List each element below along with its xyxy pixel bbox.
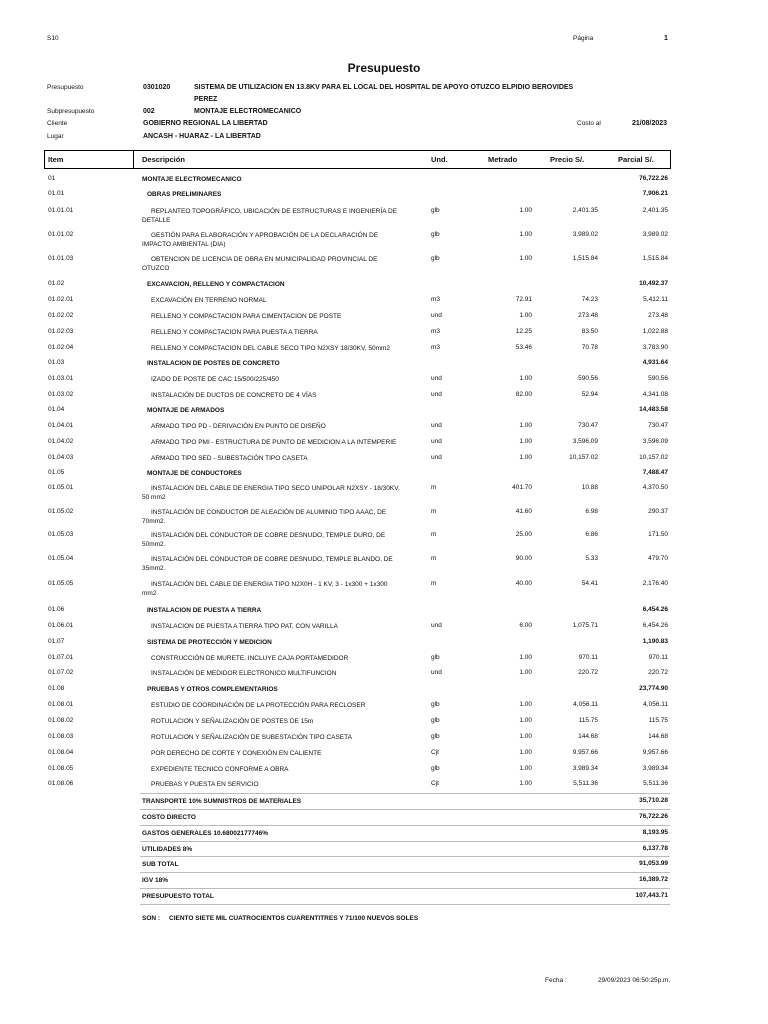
row-item-code: 01.04.02 [48, 438, 74, 445]
row-unit: m3 [431, 328, 441, 335]
son-text: CIENTO SIETE MIL CUATROCIENTOS CUARENTITRES Y 71/100 NUEVOS SOLES [169, 915, 419, 922]
row-parcial: 273.48 [648, 312, 668, 319]
son-label: SON : [142, 915, 161, 922]
row-metrado: 1.00 [519, 231, 532, 238]
row-item-code: 01.02.04 [48, 344, 74, 351]
row-parcial: 76,722.26 [639, 175, 668, 182]
table-row [0, 255, 768, 272]
row-precio: 9,957.66 [572, 749, 598, 756]
table-row [0, 733, 768, 745]
row-item-code: 01.05.03 [48, 531, 74, 538]
row-item-code: 01.07.02 [48, 669, 74, 676]
row-item-code: 01.04 [48, 406, 65, 413]
row-description: EXPEDIENTE TECNICO CONFORME A OBRA [151, 766, 289, 773]
row-item-code: 01.08.02 [48, 717, 74, 724]
row-precio: 70.78 [581, 344, 598, 351]
row-unit: glb [431, 701, 440, 708]
row-description: ROTULACION Y SEÑALIZACIÓN DE SUBESTACIÓN TIPO CASETA [151, 734, 352, 741]
row-description: INSTALACION DEL CABLE DE ENERGIA TIPO SECO UNIPOLAR N2XSY - 18/30KV, [151, 485, 400, 492]
row-parcial: 171.50 [648, 531, 668, 538]
row-parcial: 23,774.90 [639, 685, 668, 692]
row-description: REPLANTEO TOPOGRÁFICO, UBICACIÓN DE ESTRUCTURAS E INGENIERÍA DE [151, 208, 398, 215]
col-descripcion: Descripción [142, 155, 185, 164]
row-precio: 3,989.02 [572, 231, 598, 238]
row-parcial: 4,056.11 [643, 701, 668, 708]
row-description: ARMADO TIPO PMI - ESTRUCTURA DE PUNTO DE MEDICION A LA INTEMPERIE [151, 439, 397, 446]
row-description: EXCAVACION, RELLENO Y COMPACTACION [147, 281, 285, 288]
totals-value: 76,722.26 [639, 813, 668, 820]
row-item-code: 01.05 [48, 469, 65, 476]
table-row [0, 606, 768, 618]
row-item-code: 01.02.03 [48, 328, 74, 335]
fecha-value: 29/09/2023 06:50:25p.m. [598, 977, 671, 984]
row-unit: Cjt [431, 749, 439, 756]
row-description: INSTALACIÓN DE CONDUCTOR DE ALEACIÓN DE ALUMINIO TIPO AAAC, DE [151, 509, 387, 516]
row-description: GESTIÓN PARA ELABORACIÓN Y APROBACIÓN DE LA DECLARACIÓN DE [151, 232, 379, 239]
row-description: EXCAVACIÓN EN TERRENO NORMAL [151, 297, 267, 304]
row-description: ARMADO TIPO PD - DERIVACIÓN EN PUNTO DE DISEÑO [151, 423, 326, 430]
totals-divider [140, 888, 670, 889]
totals-value: 16,389.72 [639, 876, 668, 883]
table-row [0, 454, 768, 466]
row-description-cont: 35mm2. [142, 565, 166, 572]
row-description-cont: 70mm2. [142, 518, 166, 525]
row-parcial: 970.11 [648, 654, 668, 661]
cliente-value: GOBIERNO REGIONAL LA LIBERTAD [143, 120, 268, 127]
row-description: INSTALACIÓN DEL CONDUCTOR DE COBRE DESNUDO, TEMPLE DURO, DE [151, 532, 386, 539]
row-parcial: 3,989.02 [642, 231, 668, 238]
row-metrado: 1.00 [519, 438, 532, 445]
row-item-code: 01 [48, 175, 56, 182]
row-description: IZADO DE POSTE DE CAC 15/500/225/450 [151, 376, 279, 383]
row-description-cont: DETALLE [142, 217, 171, 224]
row-parcial: 9,957.66 [642, 749, 668, 756]
table-row [0, 359, 768, 371]
row-description: RELLENO Y COMPACTACION PARA PUESTA A TIERRA [151, 329, 318, 336]
row-item-code: 01.01.03 [48, 255, 74, 262]
row-description: POR DERECHO DE CORTE Y CONEXIÓN EN CALIENTE [151, 750, 322, 757]
row-metrado: 12.25 [515, 328, 532, 335]
row-item-code: 01.01.02 [48, 231, 74, 238]
table-row [0, 207, 768, 224]
subpresupuesto-code: 002 [143, 108, 155, 115]
row-unit: Cjt [431, 780, 439, 787]
row-item-code: 01.08.03 [48, 733, 74, 740]
row-precio: 1,515.84 [572, 255, 598, 262]
row-description: ESTUDIO DE COORDINACIÓN DE LA PROTECCIÓN PARA RECLOSER [151, 702, 366, 709]
row-description: INSTALACION DE PUESTA A TIERRA [147, 607, 262, 614]
totals-row [0, 829, 768, 841]
totals-divider [140, 841, 670, 842]
table-row [0, 175, 768, 187]
row-item-code: 01.04.01 [48, 422, 74, 429]
row-parcial: 7,488.47 [642, 469, 668, 476]
totals-divider [140, 872, 670, 873]
row-parcial: 10,157.02 [639, 454, 668, 461]
row-description: INSTALACIÓN DEL CABLE DE ENERGIA TIPO N2X0H - 1 KV, 3 - 1x300 + 1x300 [151, 581, 388, 588]
row-item-code: 01.02 [48, 280, 65, 287]
row-parcial: 4,931.64 [642, 359, 668, 366]
row-metrado: 25.00 [515, 531, 532, 538]
row-unit: m [431, 531, 437, 538]
table-row [0, 312, 768, 324]
row-metrado: 1.00 [519, 375, 532, 382]
row-unit: und [431, 391, 442, 398]
row-unit: m [431, 580, 437, 587]
col-item: Item [48, 155, 64, 164]
row-parcial: 6,454.26 [642, 622, 668, 629]
row-unit: glb [431, 231, 440, 238]
table-row [0, 280, 768, 292]
totals-row [0, 845, 768, 857]
row-parcial: 5,412.11 [643, 296, 668, 303]
row-item-code: 01.02.01 [48, 296, 74, 303]
row-description: INSTALACION DE POSTES DE CONCRETO [147, 360, 280, 367]
fecha-label: Fecha : [545, 977, 567, 984]
row-item-code: 01.05.04 [48, 555, 74, 562]
row-precio: 5.33 [585, 555, 598, 562]
row-parcial: 1,022.88 [642, 328, 668, 335]
row-unit: glb [431, 207, 440, 214]
costo-date: 21/08/2023 [632, 120, 668, 127]
row-description: MONTAJE DE ARMADOS [147, 407, 225, 414]
row-description: MONTAJE DE CONDUCTORES [147, 470, 242, 477]
row-parcial: 1,190.83 [642, 638, 668, 645]
subpresupuesto-label: Subpresupuesto [47, 108, 95, 115]
row-description: INSTALACIÓN DE DUCTOS DE CONCRETO DE 4 VÍAS [151, 392, 317, 399]
presupuesto-name: SISTEMA DE UTILIZACION EN 13.8KV PARA EL LOCAL DEL HOSPITAL DE APOYO OTUZCO ELPIDIO BEROVIDES [194, 84, 574, 91]
row-precio: 144.68 [578, 733, 598, 740]
col-metrado: Metrado [488, 155, 518, 164]
totals-divider [140, 825, 670, 826]
row-item-code: 01.01 [48, 190, 65, 197]
row-item-code: 01.08.04 [48, 749, 74, 756]
row-unit: und [431, 438, 442, 445]
table-row [0, 190, 768, 202]
row-unit: glb [431, 255, 440, 262]
row-precio: 83.50 [581, 328, 598, 335]
presupuesto-label: Presupuesto [47, 84, 84, 91]
row-precio: 273.48 [578, 312, 598, 319]
row-parcial: 3,989.34 [642, 765, 668, 772]
row-item-code: 01.08.05 [48, 765, 74, 772]
row-description: INSTALACIÓN DEL CONDUCTOR DE COBRE DESNUDO, TEMPLE BLANDO, DE [151, 556, 393, 563]
costo-label: Costo al [577, 120, 601, 127]
row-precio: 4,056.11 [573, 701, 598, 708]
row-parcial: 730.47 [648, 422, 668, 429]
row-metrado: 82.00 [515, 391, 532, 398]
row-description: RELLENO Y COMPACTACION PARA CIMENTACION DE POSTE [151, 313, 342, 320]
row-parcial: 115.75 [648, 717, 668, 724]
row-metrado: 41.60 [515, 508, 532, 515]
row-description-cont: OTUZCO [142, 265, 170, 272]
row-description: OBRAS PRELIMINARES [147, 191, 222, 198]
row-description-cont: 50mm2. [142, 541, 166, 548]
totals-divider [140, 793, 670, 794]
row-parcial: 4,370.50 [642, 484, 668, 491]
row-parcial: 2,401.35 [642, 207, 668, 214]
row-precio: 6.98 [585, 508, 598, 515]
row-unit: glb [431, 765, 440, 772]
row-item-code: 01.05.02 [48, 508, 74, 515]
row-unit: und [431, 669, 442, 676]
row-parcial: 290.37 [648, 508, 668, 515]
row-metrado: 1.00 [519, 207, 532, 214]
col-und: Und. [431, 155, 448, 164]
row-description: CONSTRUCCIÓN DE MURETE, INCLUYE CAJA PORTAMEDIDOR [151, 655, 349, 662]
row-description: MONTAJE ELECTROMECANICO [142, 176, 242, 183]
row-description: OBTENCION DE LICENCIA DE OBRA EN MUNICIPALIDAD PROVINCIAL DE [151, 256, 378, 263]
row-description: PRUEBAS Y PUESTA EN SERVICIO [151, 781, 259, 788]
totals-label: COSTO DIRECTO [142, 814, 196, 821]
totals-row [0, 876, 768, 888]
row-unit: m [431, 508, 437, 515]
document-title: Presupuesto [347, 61, 421, 75]
row-item-code: 01.06 [48, 606, 65, 613]
row-item-code: 01.07 [48, 638, 65, 645]
row-metrado: 1.00 [519, 654, 532, 661]
lugar-value: ANCASH - HUARAZ - LA LIBERTAD [143, 133, 261, 140]
totals-row [0, 892, 768, 904]
row-metrado: 1.00 [519, 669, 532, 676]
row-precio: 10,157.02 [569, 454, 598, 461]
row-description: PRUEBAS Y OTROS COMPLEMENTARIOS [147, 686, 278, 693]
row-parcial: 14,483.58 [639, 406, 668, 413]
table-row [0, 422, 768, 434]
table-row [0, 531, 768, 548]
row-unit: m3 [431, 344, 441, 351]
row-precio: 6.86 [585, 531, 598, 538]
row-precio: 220.72 [578, 669, 598, 676]
row-item-code: 01.05.01 [48, 484, 74, 491]
row-precio: 74.23 [581, 296, 598, 303]
row-item-code: 01.04.03 [48, 454, 74, 461]
row-metrado: 40.00 [515, 580, 532, 587]
table-row [0, 638, 768, 650]
row-item-code: 01.08 [48, 685, 65, 692]
table-row [0, 749, 768, 761]
totals-divider [140, 809, 670, 810]
totals-value: 91,053.99 [639, 860, 668, 867]
row-item-code: 01.03.02 [48, 391, 74, 398]
row-parcial: 3,596.09 [642, 438, 668, 445]
totals-value: 107,443.71 [635, 892, 668, 899]
row-metrado: 1.00 [519, 765, 532, 772]
row-parcial: 3,783.90 [642, 344, 668, 351]
row-metrado: 1.00 [519, 749, 532, 756]
row-description: INSTALACIÓN DE MEDIDOR ELECTRONICO MULTIFUNCION [151, 670, 337, 677]
row-precio: 590.56 [578, 375, 598, 382]
row-description: INSTALACION DE PUESTA A TIERRA TIPO PAT, CON VARILLA [151, 623, 338, 630]
table-row [0, 580, 768, 597]
page-number: 1 [664, 35, 668, 42]
table-row [0, 231, 768, 248]
row-item-code: 01.05.05 [48, 580, 74, 587]
row-item-code: 01.08.01 [48, 701, 74, 708]
totals-label: UTILIDADES 8% [142, 846, 193, 853]
row-item-code: 01.03.01 [48, 375, 74, 382]
row-unit: und [431, 312, 442, 319]
row-item-code: 01.07.01 [48, 654, 74, 661]
row-unit: glb [431, 733, 440, 740]
row-metrado: 1.00 [519, 312, 532, 319]
row-unit: und [431, 454, 442, 461]
col-precio: Precio S/. [550, 155, 585, 164]
row-description-cont: IMPACTO AMBIENTAL (DIA) [142, 241, 226, 248]
row-item-code: 01.06.01 [48, 622, 74, 629]
row-item-code: 01.01.01 [48, 207, 74, 214]
table-row [0, 717, 768, 729]
table-row [0, 375, 768, 387]
row-precio: 5,511.36 [573, 780, 598, 787]
row-parcial: 1,515.84 [642, 255, 668, 262]
row-metrado: 6.00 [519, 622, 532, 629]
cliente-label: Cliente [47, 120, 68, 127]
table-row [0, 654, 768, 666]
header-divider [133, 151, 134, 168]
table-row [0, 391, 768, 403]
row-metrado: 1.00 [519, 717, 532, 724]
row-item-code: 01.08.06 [48, 780, 74, 787]
row-parcial: 6,454.26 [642, 606, 668, 613]
table-row [0, 296, 768, 308]
totals-label: TRANSPORTE 10% SUMNISTROS DE MATERIALES [142, 798, 302, 805]
totals-value: 8,193.95 [642, 829, 668, 836]
presupuesto-name-cont: PEREZ [194, 96, 218, 103]
row-unit: m [431, 555, 437, 562]
table-row [0, 669, 768, 681]
row-metrado: 1.00 [519, 733, 532, 740]
table-row [0, 438, 768, 450]
row-metrado: 1.00 [519, 454, 532, 461]
table-row [0, 685, 768, 697]
row-unit: m [431, 484, 437, 491]
row-item-code: 01.03 [48, 359, 65, 366]
totals-label: SUB TOTAL [142, 861, 179, 868]
totals-row [0, 813, 768, 825]
row-unit: und [431, 422, 442, 429]
table-row [0, 622, 768, 634]
totals-label: PRESUPUESTO TOTAL [142, 893, 214, 900]
row-precio: 10.88 [581, 484, 598, 491]
row-description-cont: mm2 [142, 590, 157, 597]
totals-label: GASTOS GENERALES 10.68002177746% [142, 830, 268, 837]
totals-divider [140, 904, 670, 905]
row-precio: 970.11 [578, 654, 598, 661]
row-precio: 115.75 [578, 717, 598, 724]
lugar-label: Lugar [47, 133, 64, 140]
presupuesto-code: 0301020 [143, 84, 171, 91]
table-row [0, 765, 768, 777]
row-parcial: 144.68 [648, 733, 668, 740]
row-description-cont: 50 mm2 [142, 494, 166, 501]
table-row [0, 508, 768, 525]
row-precio: 3,989.34 [572, 765, 598, 772]
row-metrado: 53.46 [515, 344, 532, 351]
row-parcial: 10,492.37 [639, 280, 668, 287]
table-row [0, 406, 768, 418]
row-precio: 3,596.09 [572, 438, 598, 445]
row-unit: und [431, 622, 442, 629]
report-code: S10 [47, 35, 59, 42]
row-unit: glb [431, 717, 440, 724]
totals-row [0, 797, 768, 809]
row-precio: 2,401.35 [572, 207, 598, 214]
table-row [0, 469, 768, 481]
row-metrado: 1.00 [519, 780, 532, 787]
row-parcial: 5,511.36 [643, 780, 668, 787]
table-row [0, 328, 768, 340]
table-row [0, 701, 768, 713]
subpresupuesto-name: MONTAJE ELECTROMECANICO [194, 108, 302, 115]
row-metrado: 1.00 [519, 255, 532, 262]
row-precio: 1,075.71 [572, 622, 598, 629]
row-parcial: 479.70 [648, 555, 668, 562]
row-parcial: 2,176.40 [642, 580, 668, 587]
row-precio: 54.41 [581, 580, 598, 587]
row-description: ROTULACION Y SEÑALIZACIÓN DE POSTES DE 15m [151, 718, 314, 725]
row-parcial: 7,906.21 [642, 190, 668, 197]
row-description: SISTEMA DE PROTECCIÓN Y MEDICION [147, 639, 272, 646]
page-label: Página [573, 35, 594, 42]
row-item-code: 01.02.02 [48, 312, 74, 319]
row-description: RELLENO Y COMPACTACION DEL CABLE SECO TIPO N2XSY 18/30KV, 50mm2 [151, 345, 391, 352]
totals-value: 35,710.28 [639, 797, 668, 804]
col-parcial: Parcial S/. [618, 155, 654, 164]
row-parcial: 4,341.08 [642, 391, 668, 398]
row-unit: und [431, 375, 442, 382]
row-precio: 730.47 [578, 422, 598, 429]
row-metrado: 401.70 [512, 484, 532, 491]
row-metrado: 72.91 [515, 296, 532, 303]
totals-value: 6,137.78 [642, 845, 668, 852]
totals-row [0, 860, 768, 872]
row-metrado: 90.00 [515, 555, 532, 562]
totals-label: IGV 18% [142, 877, 169, 884]
row-unit: glb [431, 654, 440, 661]
row-parcial: 590.56 [648, 375, 668, 382]
table-row [0, 344, 768, 356]
row-metrado: 1.00 [519, 701, 532, 708]
row-unit: m3 [431, 296, 441, 303]
row-metrado: 1.00 [519, 422, 532, 429]
table-row [0, 780, 768, 792]
table-row [0, 555, 768, 572]
table-row [0, 484, 768, 501]
row-precio: 52.94 [581, 391, 598, 398]
row-description: ARMADO TIPO SED - SUBESTACIÓN TIPO CASETA [151, 455, 308, 462]
row-parcial: 220.72 [648, 669, 668, 676]
